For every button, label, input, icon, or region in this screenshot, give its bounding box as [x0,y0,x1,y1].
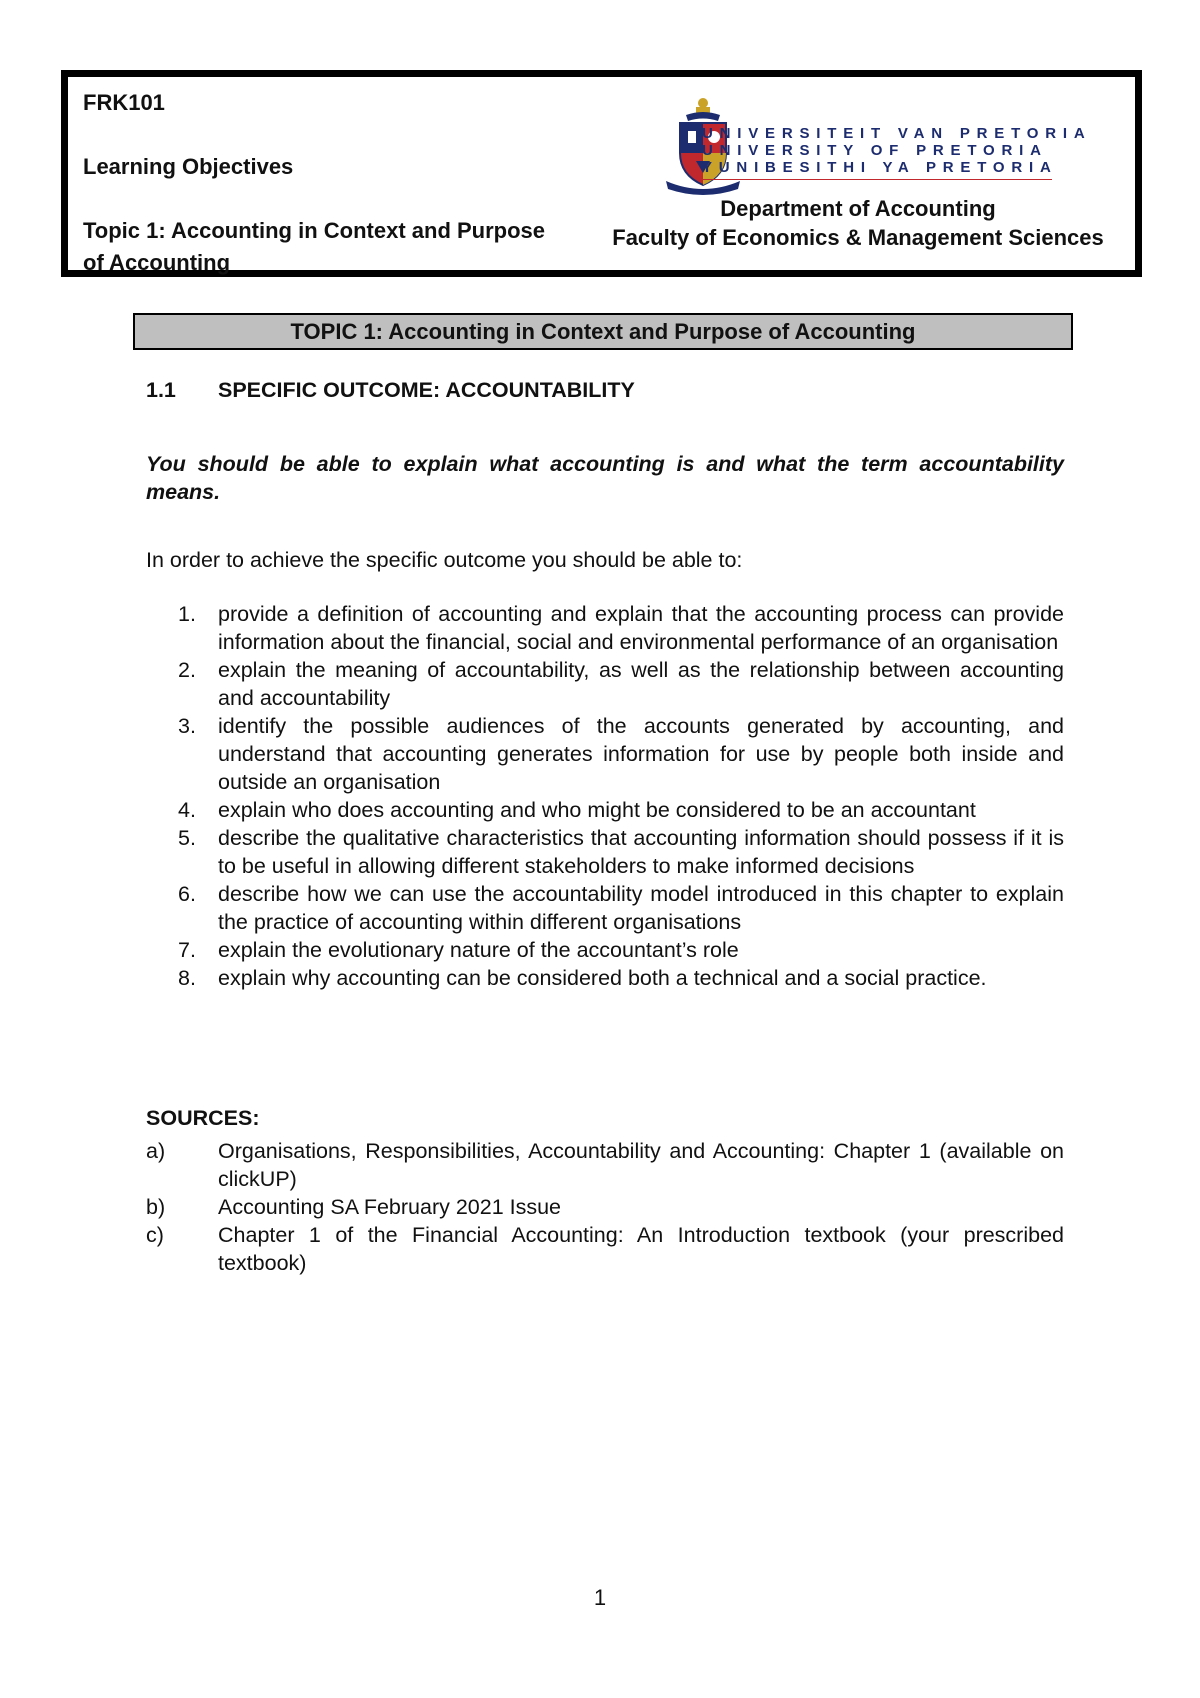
course-code: FRK101 [83,90,165,115]
list-number: 7. [178,938,196,962]
source-letter: c) [146,1223,164,1247]
section-title: SPECIFIC OUTCOME: ACCOUNTABILITY [218,378,635,402]
university-name-english: UNIVERSITY OF PRETORIA [702,142,1048,159]
university-name-afrikaans: UNIVERSITEIT VAN PRETORIA [702,125,1092,142]
list-item [146,1221,1064,1277]
list-item [178,964,1064,992]
objectives-list [178,600,1064,992]
topic-bar: TOPIC 1: Accounting in Context and Purpose of Accounting [133,313,1073,350]
list-text: provide a definition of accounting and explain that the accounting process can provide information about the financial, social and environmental performance of an organisation [218,602,1064,654]
list-number: 3. [178,714,196,738]
university-names [702,125,1091,176]
document-type: Learning Objectives [83,154,294,179]
header-box [61,70,1142,277]
list-item [178,712,1064,796]
list-number: 1. [178,602,196,626]
header-topic-title: Topic 1: Accounting in Context and Purpose of Accounting [83,218,546,275]
list-item [146,1137,1064,1193]
source-text: Accounting SA February 2021 Issue [218,1195,562,1219]
list-text: identify the possible audiences of the accounts generated by accounting, and understand that accounting generates information for use by people both inside and outside an organisation [218,714,1064,794]
department-block [588,194,1128,252]
list-number: 4. [178,798,196,822]
sources-list [146,1137,1064,1277]
department-name: Department of Accounting [720,196,996,221]
list-item [178,824,1064,880]
list-text: describe the qualitative characteristics that accounting information should possess if it is to be useful in allowing different stakeholders to make informed decisions [218,826,1064,878]
sources-heading: SOURCES: [146,1106,260,1130]
list-item [178,796,1064,824]
list-item [178,936,1064,964]
source-letter: b) [146,1195,166,1219]
page-number: 1 [593,1585,607,1610]
section-heading [146,376,1064,404]
university-underline [702,179,1052,180]
list-number: 5. [178,826,196,850]
list-item [178,656,1064,712]
list-item [146,1193,1064,1221]
list-item [178,880,1064,936]
outcome-statement: You should be able to explain what accounting is and what the term accountability means. [146,452,1064,504]
list-text: explain the meaning of accountability, as well as the relationship between accounting and accountability [218,658,1064,710]
faculty-name: Faculty of Economics & Management Sciences [612,225,1104,250]
list-text: explain why accounting can be considered both a technical and a social practice. [218,966,987,990]
list-text: describe how we can use the accountability model introduced in this chapter to explain the practice of accounting within different organisations [218,882,1064,934]
list-number: 6. [178,882,196,906]
intro-text: In order to achieve the specific outcome you should be able to: [146,548,743,572]
list-item [178,600,1064,656]
list-text: explain who does accounting and who might be considered to be an accountant [218,798,976,822]
section-number: 1.1 [146,378,176,402]
list-number: 2. [178,658,196,682]
university-name-sepedi: YUNIBESITHI YA PRETORIA [702,159,1058,176]
source-text: Organisations, Responsibilities, Accountability and Accounting: Chapter 1 (available on clickUP) [218,1139,1064,1191]
list-number: 8. [178,966,196,990]
list-text: explain the evolutionary nature of the accountant’s role [218,938,739,962]
source-letter: a) [146,1139,166,1163]
source-text: Chapter 1 of the Financial Accounting: An Introduction textbook (your prescribed textbook) [218,1223,1064,1275]
